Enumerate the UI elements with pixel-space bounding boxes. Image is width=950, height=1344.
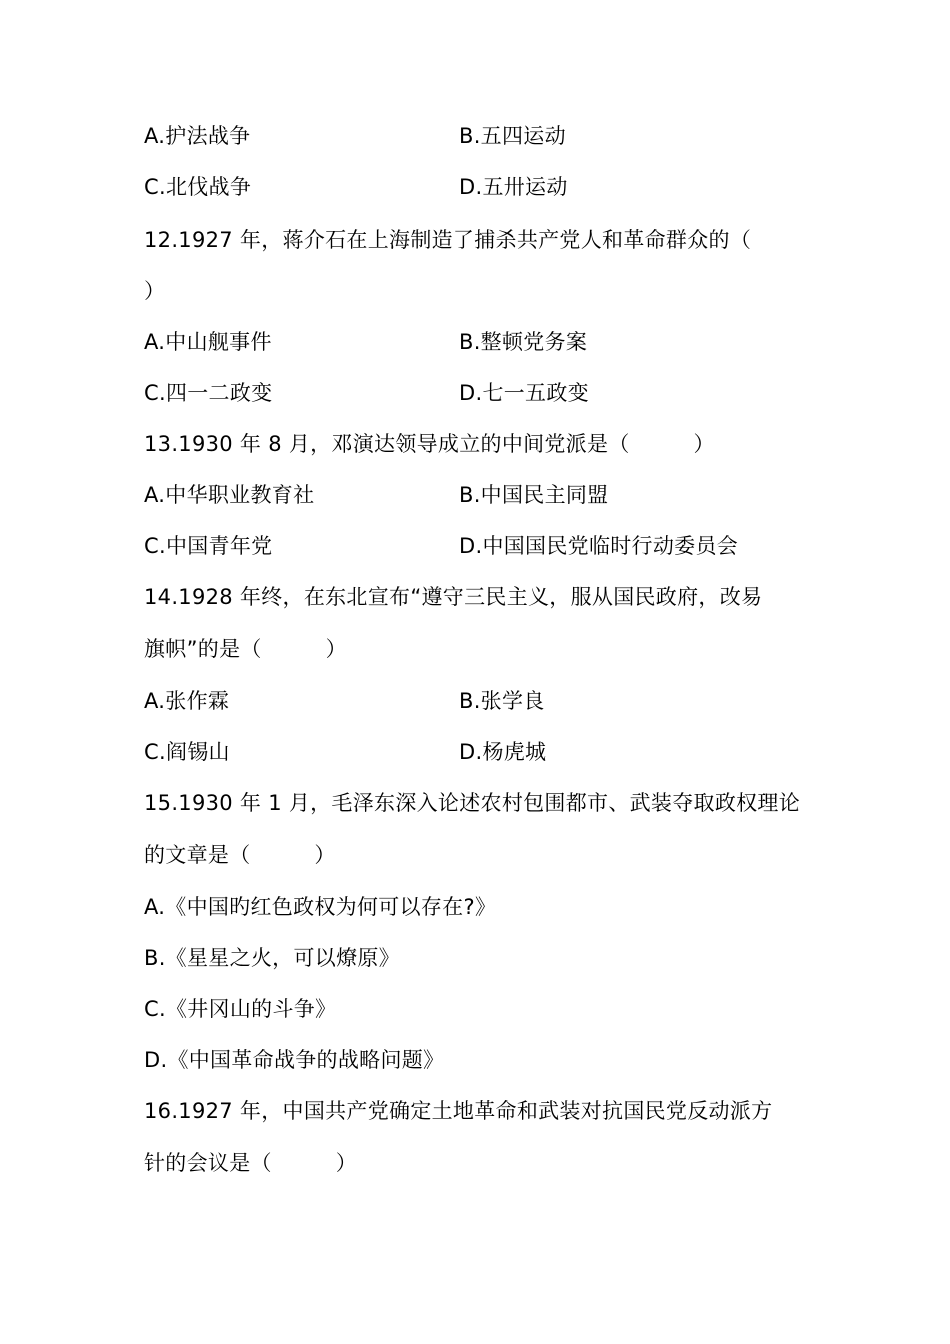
option-a: A.《中国旳红色政权为何可以存在?》 <box>144 895 497 919</box>
question-12-text: 12.1927 年，蒋介石在上海制造了捕杀共产党人和革命群众的（ <box>144 228 752 252</box>
question-16-text: 16.1927 年，中国共产党确定土地革命和武装对抗国民党反动派方 <box>144 1099 773 1123</box>
option-d: D.中国国民党临时行动委员会 <box>459 534 739 558</box>
option-c: C.《井冈山的斗争》 <box>144 997 337 1021</box>
option-a: A.中华职业教育社 <box>144 483 315 507</box>
option-b: B.整顿党务案 <box>459 330 588 354</box>
option-c: C.阎锡山 <box>144 740 230 764</box>
option-b: B.张学良 <box>459 689 545 713</box>
question-15-text-cont: 的文章是（ ） <box>144 843 336 867</box>
option-c: C.四一二政变 <box>144 381 273 405</box>
option-d: D.七一五政变 <box>459 381 589 405</box>
question-14-text: 14.1928 年终，在东北宣布“遵守三民主义，服从国民政府，改易 <box>144 585 763 609</box>
option-a: A.护法战争 <box>144 124 251 148</box>
question-12-text-cont: ） <box>144 279 166 303</box>
option-a: A.张作霖 <box>144 689 230 713</box>
option-b: B.五四运动 <box>459 124 566 148</box>
option-c: C.北伐战争 <box>144 175 252 199</box>
option-c: C.中国青年党 <box>144 534 273 558</box>
question-15-text: 15.1930 年 1 月，毛泽东深入论述农村包围都市、武装夺取政权理论 <box>144 791 801 815</box>
option-d: D.五卅运动 <box>459 175 568 199</box>
option-d: D.《中国革命战争的战略问题》 <box>144 1048 445 1072</box>
option-a: A.中山舰事件 <box>144 330 272 354</box>
option-d: D.杨虎城 <box>459 740 547 764</box>
question-14-text-cont: 旗帜”的是（ ） <box>144 637 347 661</box>
question-13-text: 13.1930 年 8 月，邓演达领导成立的中间党派是（ ） <box>144 432 715 456</box>
question-16-text-cont: 针的会议是（ ） <box>144 1151 357 1175</box>
option-b: B.《星星之火，可以燎原》 <box>144 946 400 970</box>
option-b: B.中国民主同盟 <box>459 483 609 507</box>
